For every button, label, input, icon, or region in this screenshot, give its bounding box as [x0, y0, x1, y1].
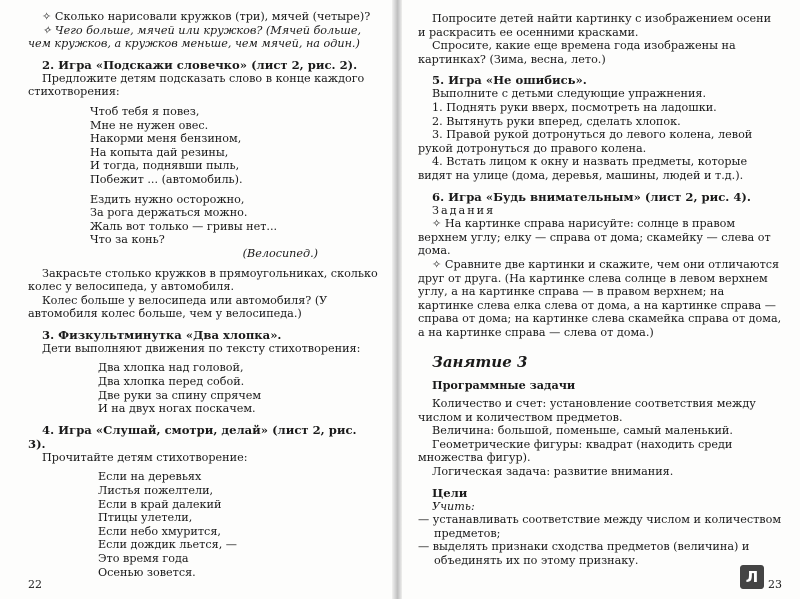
right-p1: Попросите детей найти картинку с изображением осени и раскрасить ее осенними красками.: [418, 12, 772, 39]
goal-item: — устанавливать соответствие между числом и количеством предметов;: [418, 513, 782, 540]
verse-line: Осенью зовется.: [98, 565, 196, 579]
game4-heading: 4. Игра «Слушай, смотри, делай» (лист 2, рис. 3).: [28, 422, 357, 451]
game2-heading: 2. Игра «Подскажи словечко» (лист 2, рис. 2).: [42, 57, 358, 72]
publisher-logo: Л: [740, 565, 764, 589]
verse-line: Ездить нужно осторожно,: [90, 192, 245, 206]
goal-item: — выделять признаки сходства предметов (величина) и объединять их по этому признаку.: [418, 540, 750, 567]
verse-line: Два хлопка перед собой.: [98, 375, 245, 389]
game5-item: 2. Вытянуть руки вперед, сделать хлопок.: [432, 114, 681, 128]
right-p2: Спросите, какие еще времена года изображены на картинках? (Зима, весна, лето.): [418, 39, 736, 66]
right-page: [402, 0, 800, 599]
verse-line: Если на деревьях: [98, 470, 202, 484]
book-gutter: [392, 0, 402, 599]
game5-heading: 5. Игра «Не ошибись».: [432, 73, 587, 88]
verse-line: Мне не нужен овес.: [90, 118, 209, 132]
game5-item: 3. Правой рукой дотронуться до левого колена, левой рукой дотронуться до правого колена.: [418, 128, 753, 155]
goals-heading: Цели: [432, 485, 468, 500]
game2-text: Предложите детям подсказать слово в конце каждого стихотворения:: [28, 71, 365, 99]
verse-line: Листья пожелтели,: [98, 484, 214, 498]
program-line: Геометрические фигуры: квадрат (находить среди множества фигур).: [418, 437, 733, 465]
tasks-label: Задания: [432, 203, 496, 217]
page-number-right: 23: [768, 578, 782, 591]
game2-verse1: [28, 105, 378, 187]
verse-line: Что за конь?: [90, 233, 165, 247]
verse-line: Если дождик льется, —: [98, 538, 237, 552]
game4-text: Прочитайте детям стихотворение:: [42, 450, 248, 464]
verse-line: Два хлопка над головой,: [98, 361, 244, 375]
verse-answer: (Велосипед.): [242, 246, 318, 260]
game2-p2: Колес больше у велосипеда или автомобиля? (У автомобиля колес больше, чем у велосипеда.): [28, 293, 328, 321]
program-heading: Программные задачи: [432, 378, 576, 393]
verse-line: Птицы улетели,: [98, 511, 193, 525]
verse-line: И тогда, поднявши пыль,: [90, 159, 240, 173]
left-page: [0, 0, 392, 599]
verse-line: На копыта дай резины,: [90, 145, 229, 159]
verse-line: Это время года: [98, 552, 189, 565]
game4-verse: [28, 470, 378, 579]
game3-heading: 3. Физкультминутка «Два хлопка».: [42, 327, 282, 342]
verse-line: Если небо хмурится,: [98, 524, 221, 538]
program-line: Величина: большой, поменьше, самый маленький.: [432, 424, 733, 438]
game2-verse2: [28, 193, 378, 261]
game6-task-2: ✧ Сравните две картинки и скажите, чем они отличаются друг от друга. (На картинке слева солнце в левом верхнем углу, а на картинке справа — в правом верхнем; на картинке слева елка слева от дома, а на картинке справа — справа от дома; на картинке слева скамейка справа от дома, а на картинке справа — слева от дома.): [418, 257, 782, 339]
verse-line: Накорми меня бензином,: [90, 132, 242, 146]
game6-heading: 6. Игра «Будь внимательным» (лист 2, рис. 4).: [432, 189, 751, 204]
program-line: Логическая задача: развитие внимания.: [432, 465, 674, 479]
game2-p1: Закрасьте столько кружков в прямоугольниках, сколько колес у велосипеда, у автомобиля.: [28, 266, 378, 294]
intro-line-1: ✧ Сколько нарисовали кружков (три), мячей (четыре)?: [42, 10, 371, 23]
verse-line: Побежит ... (автомобиль).: [90, 172, 243, 186]
lesson-title: Занятие 3: [432, 353, 528, 372]
game5-item: 1. Поднять руки вверх, посмотреть на ладошки.: [432, 100, 717, 114]
game6-task-1: ✧ На картинке справа нарисуйте: солнце в правом верхнем углу; елку — справа от дома; скамейку — слева от дома.: [418, 217, 771, 258]
page-number-left: 22: [28, 578, 42, 591]
program-line: Количество и счет: установление соответствия между числом и количеством предметов.: [418, 397, 756, 424]
verse-line: Если в край далекий: [98, 497, 222, 511]
game3-text: Дети выполняют движения по тексту стихотворения:: [42, 341, 361, 355]
verse-line: Жаль вот только — гривы нет...: [90, 219, 278, 233]
game5-text: Выполните с детьми следующие упражнения.: [432, 87, 707, 101]
verse-line: Две руки за спину спрячем: [98, 388, 262, 402]
game3-verse: [28, 361, 378, 415]
verse-line: Чтоб тебя я повез,: [90, 104, 200, 118]
verse-line: И на двух ногах поскачем.: [98, 402, 256, 416]
intro-line-2: ✧ Чего больше, мячей или кружков? (Мячей больше, чем кружков, а кружков меньше, чем мячей, на один.): [28, 23, 362, 51]
verse-line: За рога держаться можно.: [90, 206, 248, 220]
game5-item: 4. Встать лицом к окну и назвать предметы, которые видят на улице (дома, деревья, машины, людей и т.д.).: [418, 155, 748, 182]
learn-label: Учить:: [432, 499, 475, 513]
